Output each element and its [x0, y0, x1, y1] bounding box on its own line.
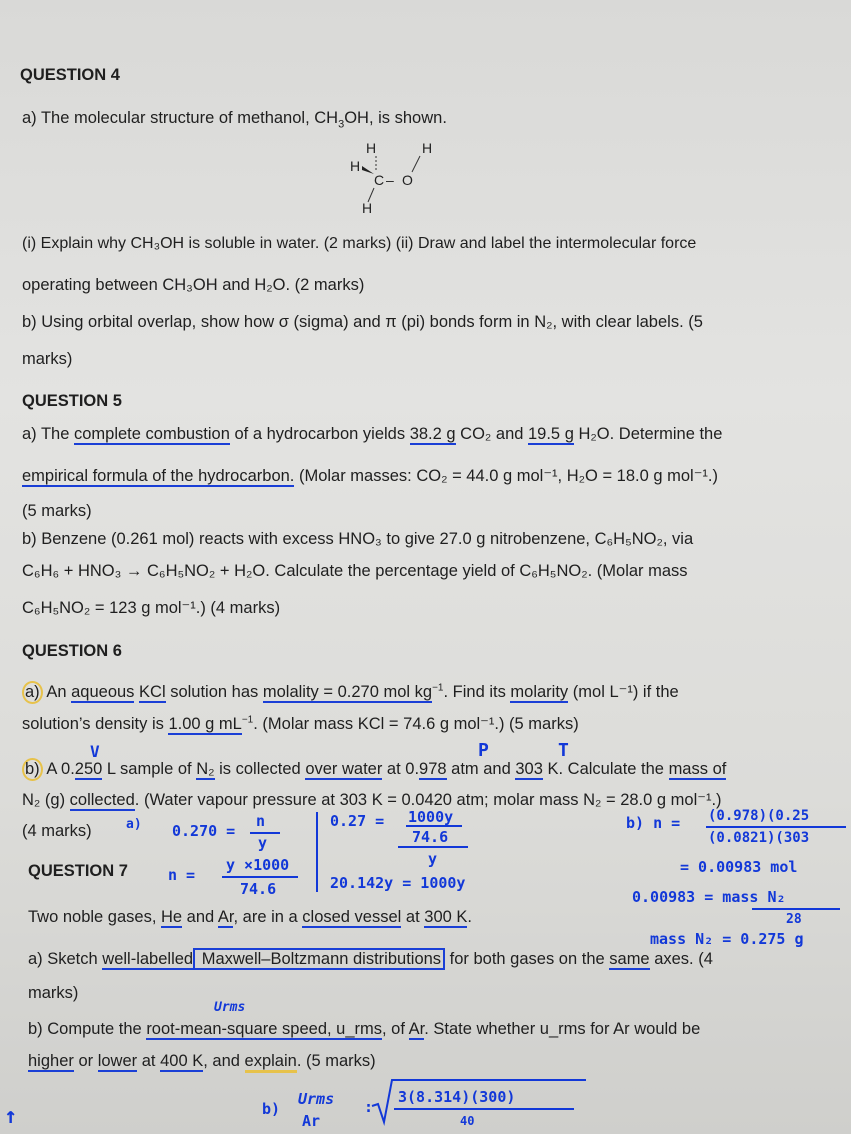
atom-h-right: H	[422, 140, 433, 156]
methanol-structure	[340, 140, 450, 220]
q5-b-line3: C₆H₅NO₂ = 123 g mol⁻¹.) (4 marks)	[22, 599, 281, 617]
hw-eq3-left: 0.27 =	[330, 812, 385, 830]
q6-b-line1: b) A 0.250 L sample of N₂ is collected over water at 0.978 atm and 303 K. Calculate the mass of	[22, 758, 726, 781]
hw-bn-2: = 0.00983 mol	[680, 858, 798, 876]
atom-h-top: H	[366, 140, 377, 156]
atom-h-bottom: H	[362, 200, 373, 216]
q7-intro: Two noble gases, He and Ar, are in a closed vessel at 300 K.	[28, 908, 472, 926]
hw-eq4: 20.142y = 1000y	[330, 874, 466, 892]
hw-eq3-bar1	[406, 825, 462, 827]
hw-arrow-mark: ↑	[4, 1104, 18, 1129]
q6-b-line3: (4 marks)	[22, 822, 92, 840]
q7-a-line2: marks)	[28, 984, 79, 1002]
hw-eq2-num: y ×1000	[226, 856, 290, 874]
hw-eq1-left: 0.270 =	[172, 822, 236, 840]
question-4-heading: QUESTION 4	[20, 66, 120, 84]
q4-b-line1: b) Using orbital overlap, show how σ (sigma) and π (pi) bonds form in N₂, with clear labels. (5	[22, 313, 703, 331]
bond-lines	[340, 140, 450, 220]
hw-b-urms-eq: :	[364, 1098, 374, 1116]
hw-b-urms-tag: b)	[262, 1100, 281, 1118]
q4-part-i: (i) Explain why CH₃OH is soluble in water. (2 marks) (ii) Draw and label the intermolecular force	[22, 235, 697, 252]
q6-a-circled-label: a)	[22, 681, 43, 704]
hw-bn-den: (0.0821)(303	[708, 830, 810, 846]
hw-b-urms-2: Ar	[302, 1112, 321, 1130]
q5-a-line1: a) The complete combustion of a hydrocarbon yields 38.2 g CO₂ and 19.5 g H₂O. Determine the	[22, 425, 723, 443]
hw-bn-den2: 28	[786, 912, 802, 927]
q6-b-circled-label: b)	[22, 758, 43, 781]
hw-b-urms-1: Urms	[298, 1090, 335, 1108]
question-7-heading: QUESTION 7	[28, 862, 128, 880]
q5-a-line2: empirical formula of the hydrocarbon. (Molar masses: CO₂ = 44.0 g mol⁻¹, H₂O = 18.0 g mol⁻¹.)	[22, 467, 718, 485]
hw-urms-label: Urms	[214, 1000, 246, 1015]
q5-b-line2: C₆H₆ + HNO₃ → C₆H₅NO₂ + H₂O. Calculate the percentage yield of C₆H₅NO₂. (Molar mass	[22, 562, 688, 580]
hw-eq1-num: n	[256, 812, 266, 830]
q7-a-line1: a) Sketch well-labelled Maxwell–Boltzmann distributions for both gases on the same axes. (4	[28, 950, 713, 968]
q4-a-intro: a) The molecular structure of methanol, $CH_3OH$, is shown.	[22, 109, 447, 131]
q7-b-line2: higher or lower at 400 K, and explain. (5 marks)	[28, 1052, 376, 1071]
hw-a-tag: a)	[126, 817, 142, 832]
atom-c: C	[374, 172, 385, 188]
q6-b-line2: N₂ (g) collected. (Water vapour pressure at 303 K = 0.0420 atm; molar mass N₂ = 28.0 g mol⁻¹.)	[22, 791, 722, 809]
hw-divider	[316, 812, 318, 892]
hw-eq1-den: y	[258, 834, 268, 852]
q4-part-ii: operating between CH₃OH and H₂O. (2 marks)	[22, 276, 365, 294]
hw-bn-num: (0.978)(0.25	[708, 808, 810, 824]
hw-bn-4: mass N₂ = 0.275 g	[650, 930, 804, 948]
q5-a-line3: (5 marks)	[22, 502, 92, 520]
q7-b-line1: b) Compute the root-mean-square speed, u_rms, of Ar. State whether u_rms for Ar would be	[28, 1020, 701, 1038]
hw-bn-3: 0.00983 = mass N₂	[632, 888, 786, 906]
hw-eq2-bar	[222, 876, 298, 878]
boxed-phrase: Maxwell–Boltzmann distributions	[193, 948, 445, 970]
q5-b-line1: b) Benzene (0.261 mol) reacts with excess HNO₃ to give 27.0 g nitrobenzene, C₆H₅NO₂, via	[22, 530, 694, 548]
hw-bn-bar2	[752, 908, 840, 910]
question-6-heading: QUESTION 6	[22, 642, 122, 660]
q6-a-line2: solution’s density is 1.00 g $mL^{-1}$. (Molar mass KCl = 74.6 g mol⁻¹.) (5 marks)	[22, 714, 579, 733]
q6-a-line1: a) An aqueous KCl solution has molality = 0.270 mol $kg^{-1}$. Find its molarity (mol L⁻¹) if the	[22, 681, 679, 704]
hw-bn-1: b) n =	[626, 814, 681, 832]
hw-eq3-den: y	[428, 850, 438, 868]
hw-b-urms-num: 3(8.314)(300)	[398, 1088, 516, 1106]
atom-o: O	[402, 172, 413, 188]
hw-eq3-bar2	[398, 846, 468, 848]
hw-eq2-den: 74.6	[240, 880, 277, 898]
hw-t-mark: T	[558, 740, 569, 761]
bond-c-o: –	[386, 172, 394, 188]
q4-b-line2: marks)	[22, 350, 73, 368]
hw-eq3-num2: 74.6	[412, 828, 449, 846]
hw-b-urms-den: 40	[460, 1114, 475, 1128]
hw-p-mark: P	[478, 740, 489, 761]
hw-eq3-num: 1000y	[408, 808, 454, 826]
hw-eq2-left: n =	[168, 866, 196, 884]
hw-b-urms-bar	[394, 1108, 574, 1110]
hw-v-mark: V	[90, 742, 100, 761]
hw-bn-bar	[706, 826, 846, 828]
question-5-heading: QUESTION 5	[22, 392, 122, 410]
atom-h-left: H	[350, 158, 361, 174]
